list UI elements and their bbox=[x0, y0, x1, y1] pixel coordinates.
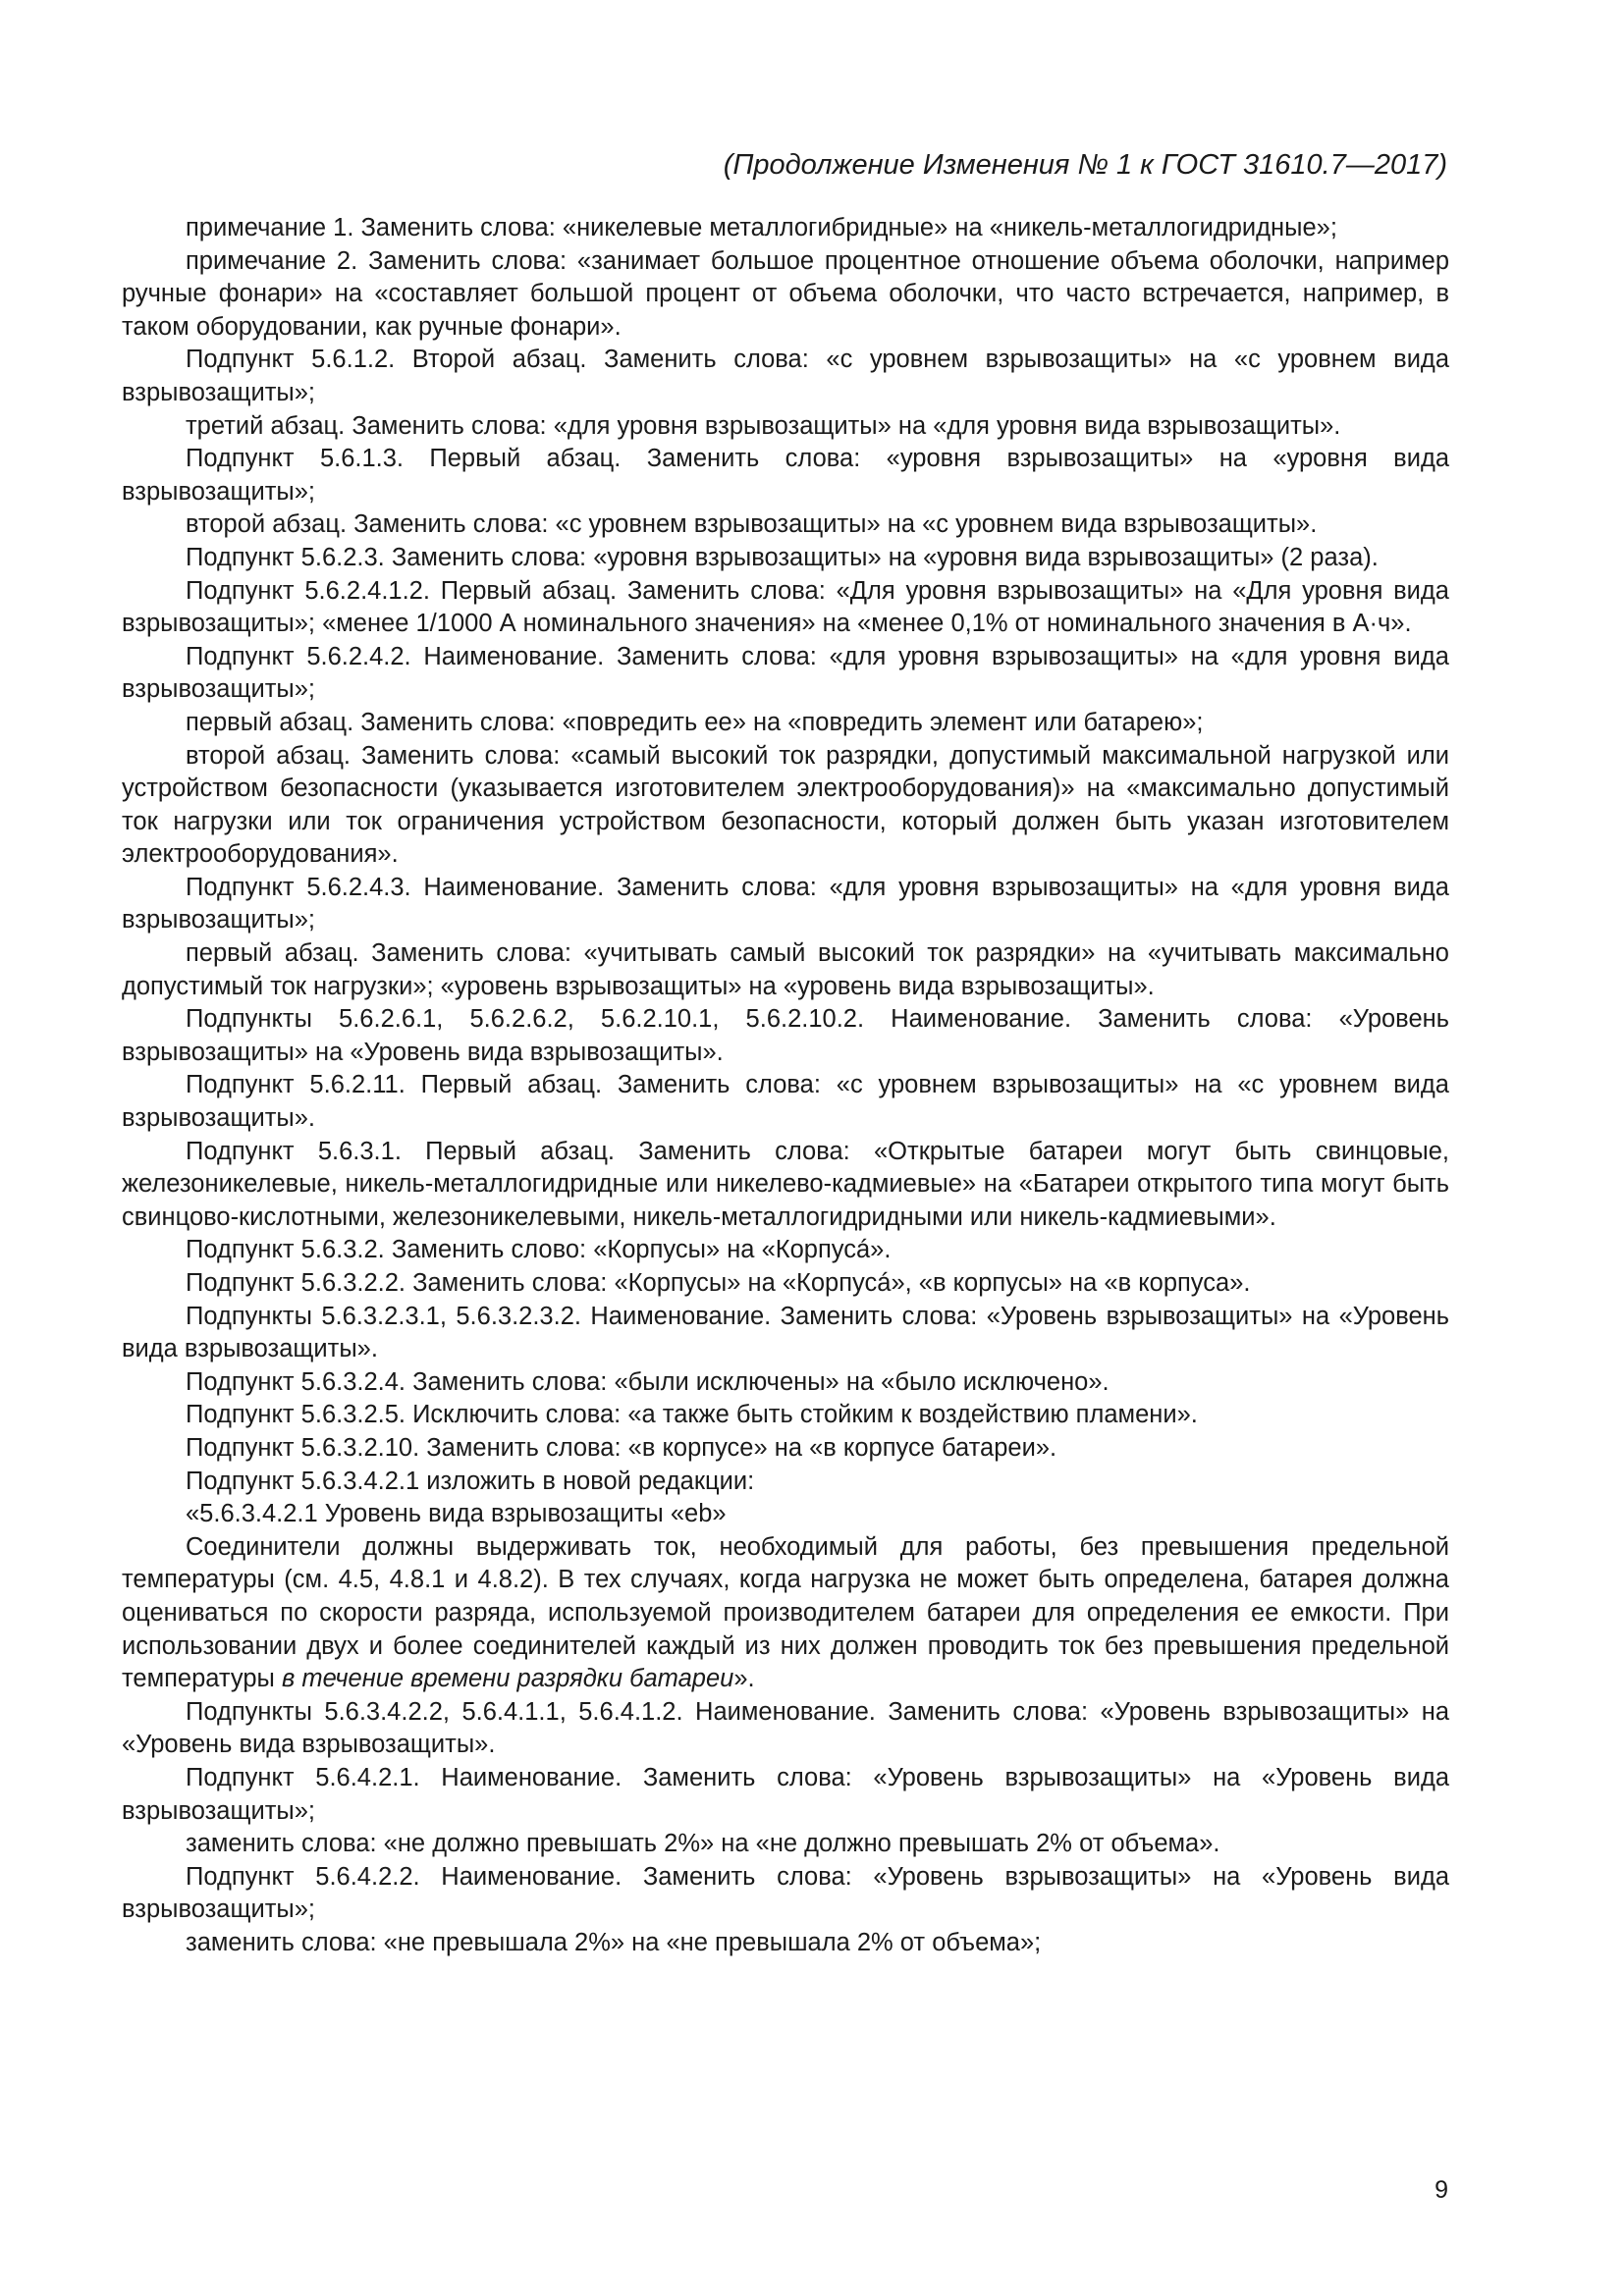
paragraph: Подпункты 5.6.3.2.3.1, 5.6.3.2.3.2. Наименование. Заменить слова: «Уровень взрывозащиты» на «Уровень вида взрывозащиты». bbox=[122, 1302, 1449, 1363]
paragraph: Подпункт 5.6.3.1. Первый абзац. Заменить слова: «Открытые батареи могут быть свинцовые, железоникелевые, никель-металлогидридные или никелево-кадмиевые» на «Батареи открытого типа могут быть свинцово-кислотными, железоникелевыми, никель-металлогидридными или никель-кадмиевыми». bbox=[122, 1137, 1449, 1231]
paragraph: второй абзац. Заменить слова: «с уровнем взрывозащиты» на «с уровнем вида взрывозащиты». bbox=[186, 510, 1318, 539]
paragraph: Подпункт 5.6.3.2.10. Заменить слова: «в корпусе» на «в корпусе батареи». bbox=[186, 1433, 1057, 1462]
paragraph: Подпункт 5.6.1.2. Второй абзац. Заменить слова: «с уровнем взрывозащиты» на «с уровнем вида взрывозащиты»; bbox=[122, 346, 1449, 406]
paragraph: первый абзац. Заменить слова: «повредить ее» на «повредить элемент или батарею»; bbox=[186, 708, 1204, 736]
paragraph: Подпункт 5.6.2.4.2. Наименование. Заменить слова: «для уровня взрывозащиты» на «для уровня вида взрывозащиты»; bbox=[122, 642, 1449, 704]
paragraph: Подпункт 5.6.1.3. Первый абзац. Заменить слова: «уровня взрывозащиты» на «уровня вида взрывозащиты»; bbox=[122, 445, 1449, 506]
paragraph: Подпункт 5.6.4.2.1. Наименование. Заменить слова: «Уровень взрывозащиты» на «Уровень вида взрывозащиты»; bbox=[122, 1763, 1449, 1825]
connectors-text: Соединители должны выдерживать ток, необходимый для работы, без превышения предельной температуры (см. 4.5, 4.8.1 и 4.8.2). В тех случаях, когда нагрузка не может быть определена, батарея должна оцениваться по скорости разряда, используемой производителем батареи для определения ее емкости. При использовании двух и более соединителей каждый из них должен проводить ток без превышения предельной температуры bbox=[122, 1532, 1449, 1693]
paragraph: Подпункт 5.6.4.2.2. Наименование. Заменить слова: «Уровень взрывозащиты» на «Уровень вида взрывозащиты»; bbox=[122, 1862, 1449, 1924]
paragraph: «5.6.3.4.2.1 Уровень вида взрывозащиты «eb» bbox=[186, 1500, 727, 1528]
paragraph: первый абзац. Заменить слова: «учитывать самый высокий ток разрядки» на «учитывать максимально допустимый ток нагрузки»; «уровень взрывозащиты» на «уровень вида взрывозащиты». bbox=[122, 939, 1449, 1000]
paragraph: Подпункт 5.6.3.2.5. Исключить слова: «а также быть стойким к воздействию пламени». bbox=[186, 1401, 1198, 1429]
page-header: (Продолжение Изменения № 1 к ГОСТ 31610.7—2017) bbox=[723, 149, 1447, 181]
paragraph: Подпункт 5.6.2.3. Заменить слова: «уровня взрывозащиты» на «уровня вида взрывозащиты» (2 раза). bbox=[186, 543, 1379, 571]
connectors-paragraph bbox=[122, 1531, 1449, 1696]
paragraph: заменить слова: «не превышала 2%» на «не превышала 2% от объема»; bbox=[186, 1928, 1042, 1956]
paragraph: Подпункт 5.6.3.2.2. Заменить слова: «Корпусы» на «Корпусá», «в корпусы» на «в корпуса». bbox=[186, 1269, 1251, 1297]
connectors-tail: ». bbox=[733, 1665, 755, 1693]
paragraph: Подпункт 5.6.2.11. Первый абзац. Заменить слова: «с уровнем взрывозащиты» на «с уровнем вида взрывозащиты». bbox=[122, 1071, 1449, 1133]
paragraph: Подпункты 5.6.3.4.2.2, 5.6.4.1.1, 5.6.4.1.2. Наименование. Заменить слова: «Уровень взрывозащиты» на «Уровень вида взрывозащиты». bbox=[122, 1697, 1449, 1759]
paragraph: Подпункт 5.6.2.4.3. Наименование. Заменить слова: «для уровня взрывозащиты» на «для уровня вида взрывозащиты»; bbox=[122, 873, 1449, 934]
paragraph: Подпункт 5.6.3.2. Заменить слово: «Корпусы» на «Корпусá». bbox=[186, 1236, 892, 1264]
paragraph: Подпункт 5.6.3.2.4. Заменить слова: «были исключены» на «было исключено». bbox=[186, 1367, 1110, 1396]
paragraph: примечание 1. Заменить слова: «никелевые металлогибридные» на «никель-металлогидридные»; bbox=[186, 214, 1337, 241]
paragraph: Подпункты 5.6.2.6.1, 5.6.2.6.2, 5.6.2.10.1, 5.6.2.10.2. Наименование. Заменить слова: «Уровень взрывозащиты» на «Уровень вида взрывозащиты». bbox=[122, 1005, 1449, 1066]
connectors-italic: в течение времени разрядки батареи bbox=[281, 1665, 734, 1693]
paragraph: второй абзац. Заменить слова: «самый высокий ток разрядки, допустимый максимальной нагрузкой или устройством безопасности (указывается изготовителем электрооборудования)» на «максимально допустимый ток нагрузки или ток ограничения устройством безопасности, который должен быть указан изготовителем электрооборудования». bbox=[122, 741, 1449, 869]
paragraph: примечание 2. Заменить слова: «занимает большое процентное отношение объема оболочки, например ручные фонари» на «составляет большой процент от объема оболочки, что часто встречается, например, в таком оборудовании, как ручные фонари». bbox=[122, 246, 1449, 341]
paragraph: Подпункт 5.6.3.4.2.1 изложить в новой редакции: bbox=[186, 1467, 755, 1495]
page-number: 9 bbox=[1435, 2176, 1448, 2204]
paragraph: заменить слова: «не должно превышать 2%» на «не должно превышать 2% от объема». bbox=[186, 1830, 1220, 1858]
paragraph: Подпункт 5.6.2.4.1.2. Первый абзац. Заменить слова: «Для уровня взрывозащиты» на «Для уровня вида взрывозащиты»; «менее 1/1000 А номинального значения» на «менее 0,1% от номинального значения в А·ч». bbox=[122, 576, 1449, 638]
document-body bbox=[122, 212, 1449, 1959]
paragraph: третий абзац. Заменить слова: «для уровня взрывозащиты» на «для уровня вида взрывозащиты». bbox=[186, 411, 1341, 440]
